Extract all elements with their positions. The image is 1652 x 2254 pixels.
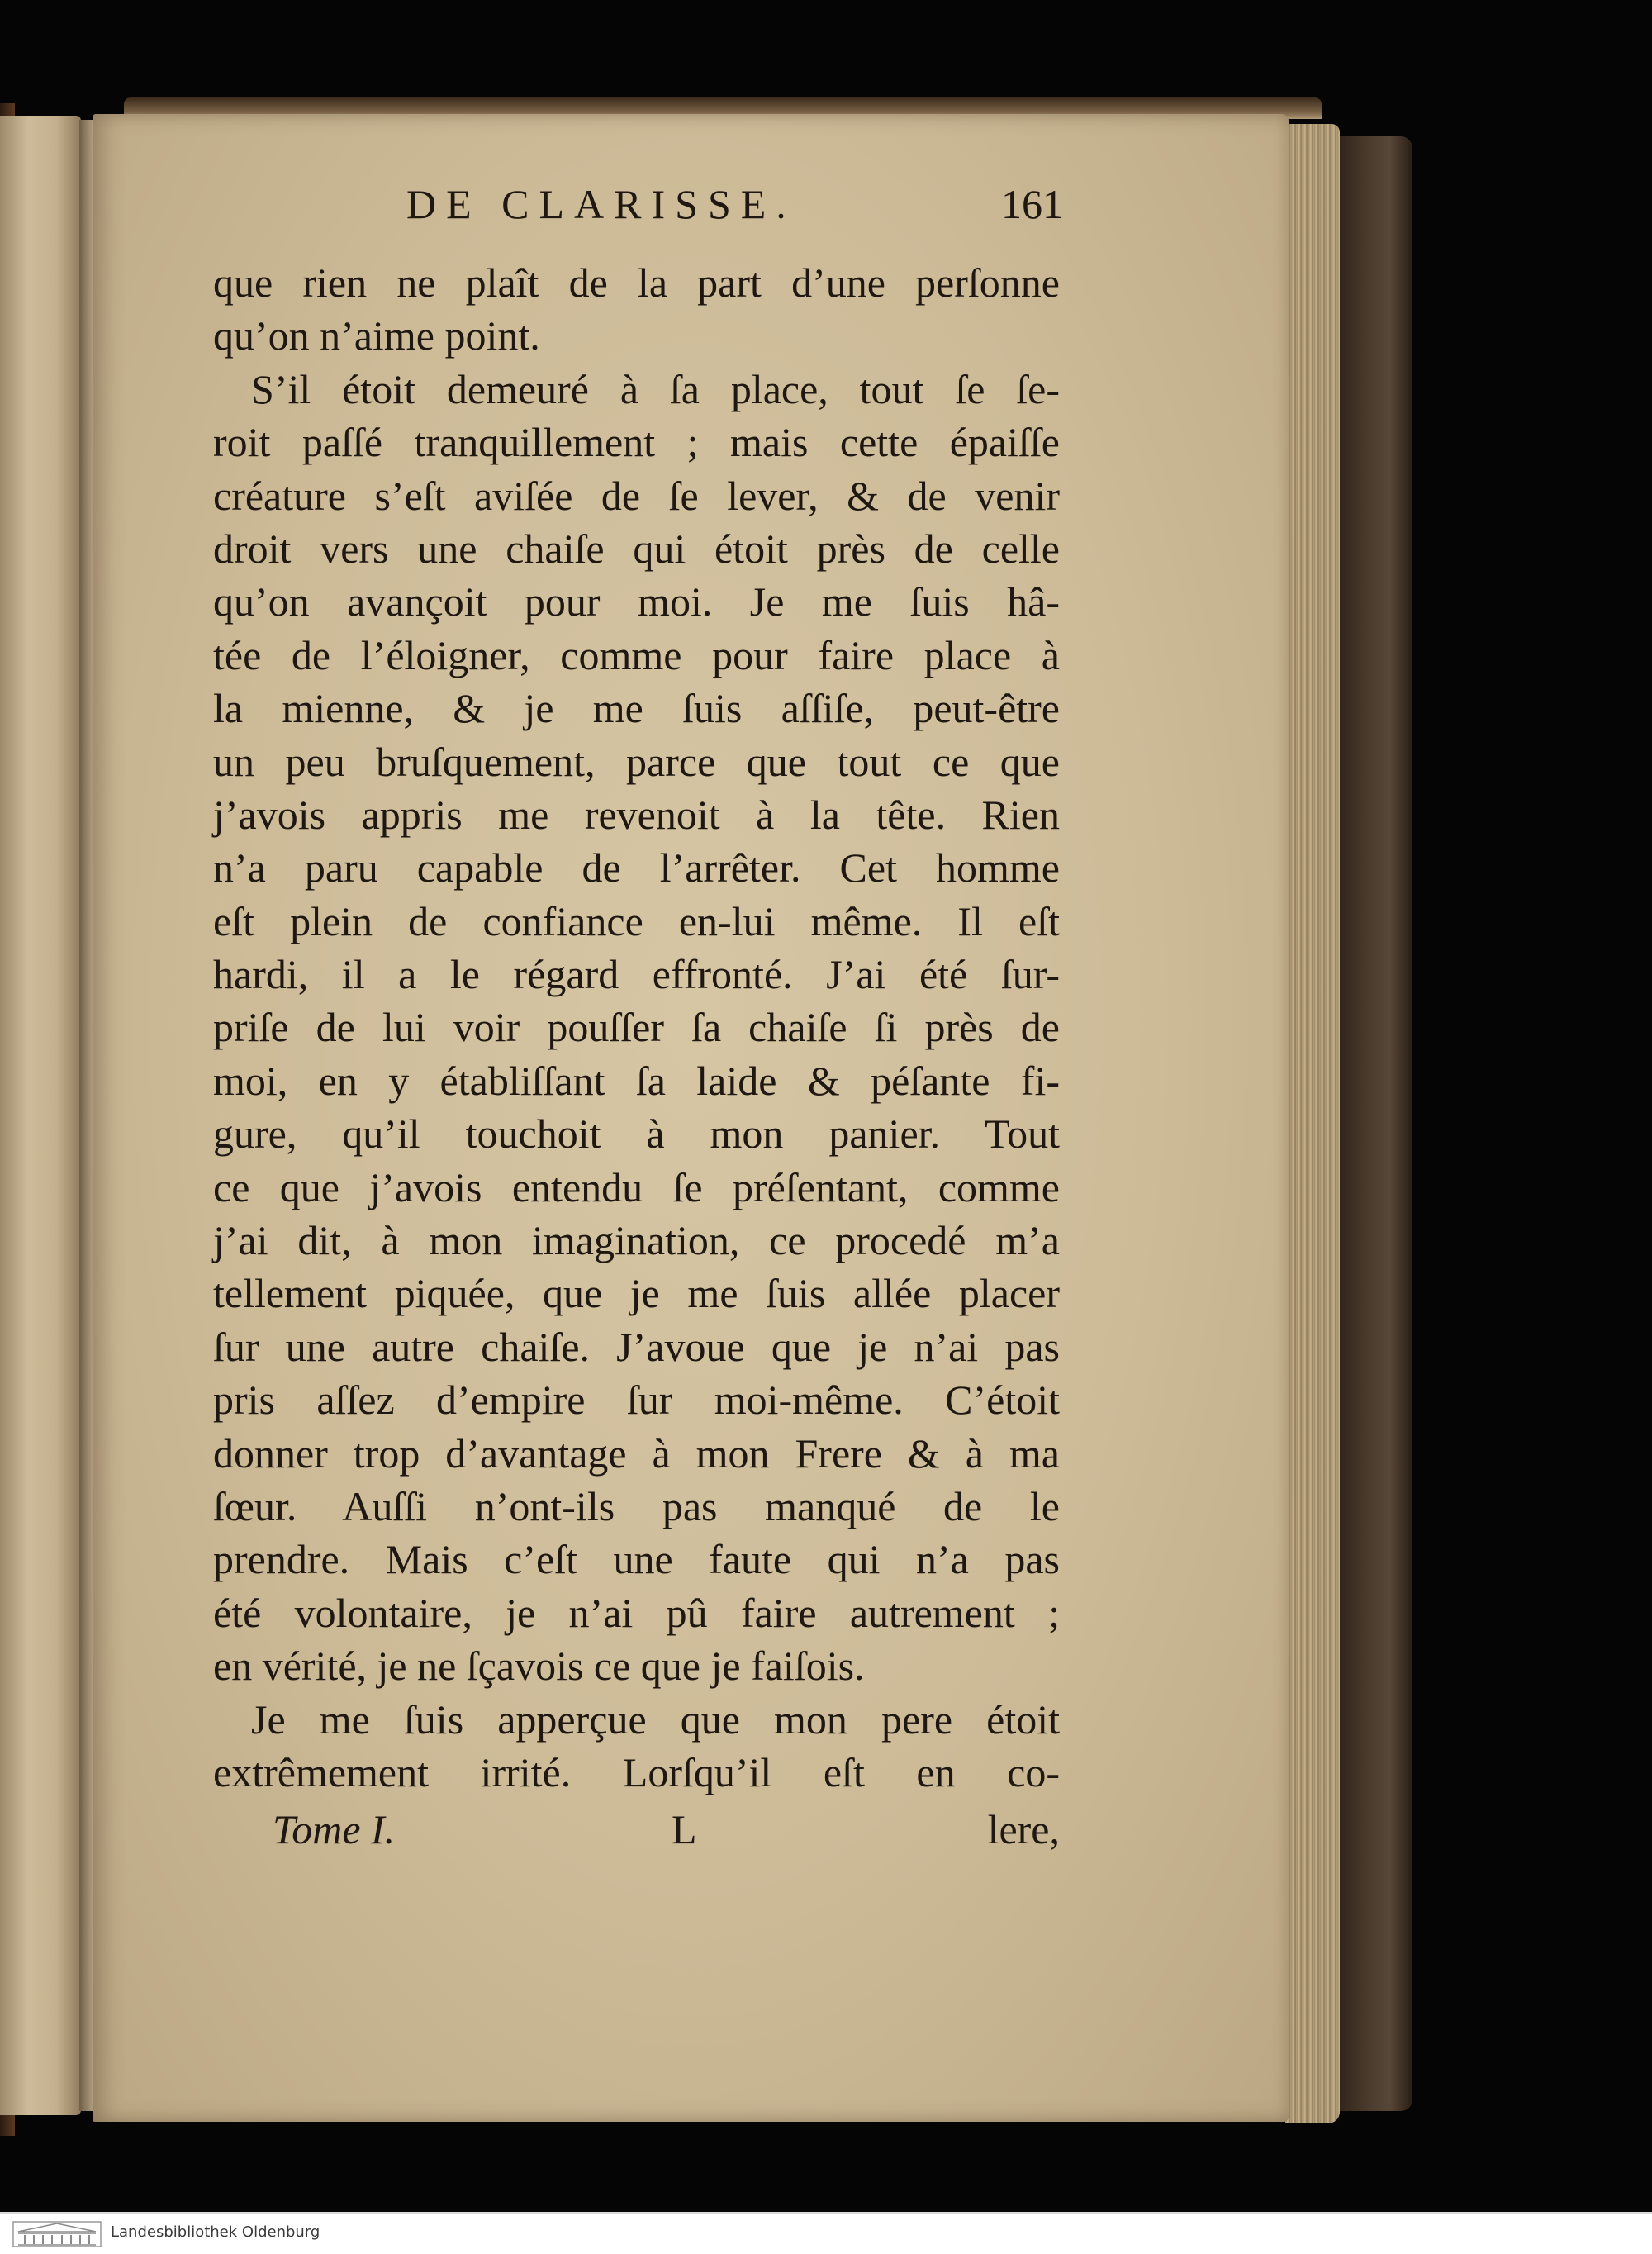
- text-line: j’ai dit, à mon imagination, ce procedé m’a: [213, 1217, 1060, 1264]
- previous-page-edge: [0, 116, 81, 2115]
- text-line: Je me ſuis apperçue que mon pere étoit: [251, 1695, 1060, 1743]
- volume-signature: Tome I.: [273, 1806, 396, 1852]
- library-building-icon: [12, 2218, 102, 2250]
- text-line: ſœur. Auſſi n’ont-ils pas manqué de le: [213, 1482, 1060, 1529]
- text-line: tée de l’éloigner, comme pour faire place à: [213, 631, 1060, 678]
- text-line: j’avois appris me revenoit à la tête. Rien: [213, 791, 1060, 838]
- text-line: créature s’eſt aviſée de ſe lever, & de venir: [213, 472, 1060, 519]
- text-line: droit vers une chaiſe qui étoit près de celle: [213, 525, 1060, 572]
- text-line: été volontaire, je n’ai pû faire autrement ;: [213, 1589, 1060, 1636]
- text-line: que rien ne plaît de la part d’une perſonne: [213, 259, 1060, 306]
- text-line: la mienne, & je me ſuis aſſiſe, peut-être: [213, 685, 1060, 732]
- text-line: un peu bruſquement, parce que tout ce que: [213, 738, 1060, 785]
- text-line: n’a paru capable de l’arrêter. Cet homme: [213, 844, 1060, 892]
- fore-edge-page-stack: [1285, 124, 1340, 2123]
- text-line: tellement piquée, que je me ſuis allée placer: [213, 1270, 1060, 1317]
- text-line: donner trop d’avantage à mon Frere & à ma: [213, 1429, 1060, 1477]
- catchword: lere,: [987, 1806, 1060, 1852]
- text-line: priſe de lui voir pouſſer ſa chaiſe ſi près de: [213, 1004, 1060, 1051]
- library-footer-bar: [0, 2212, 1652, 2254]
- page-number: 161: [1001, 181, 1063, 227]
- text-line: pris aſſez d’empire ſur moi-même. C’étoit: [213, 1377, 1060, 1424]
- text-line: hardi, il a le régard effronté. J’ai été ſur-: [213, 951, 1060, 998]
- library-name: Landesbibliothek Oldenburg: [111, 2223, 320, 2241]
- gathering-mark: L: [672, 1806, 697, 1852]
- page-footer: [213, 1805, 1060, 1863]
- text-line: prendre. Mais c’eſt une faute qui n’a pas: [213, 1536, 1060, 1583]
- text-line: S’il étoit demeuré à ſa place, tout ſe ſe-: [251, 365, 1060, 412]
- text-line: gure, qu’il touchoit à mon panier. Tout: [213, 1110, 1060, 1158]
- text-line: qu’on avançoit pour moi. Je me ſuis hâ-: [213, 578, 1060, 625]
- text-line: moi, en y établiſſant ſa laide & péſante fi-: [213, 1057, 1060, 1104]
- text-line: eſt plein de confiance en-lui même. Il eſt: [213, 897, 1060, 944]
- right-cover-board: [1336, 136, 1412, 2111]
- text-line: extrêmement irrité. Lorſqu’il eſt en co-: [213, 1748, 1060, 1795]
- text-line: qu’on n’aime point.: [213, 312, 540, 359]
- text-line: roit paſſé tranquillement ; mais cette épaiſſe: [213, 419, 1060, 466]
- page-body-text: [213, 256, 1060, 1799]
- text-line: ce que j’avois entendu ſe préſentant, comme: [213, 1163, 1060, 1210]
- text-line: ſur une autre chaiſe. J’avoue que je n’ai pas: [213, 1323, 1060, 1370]
- text-line: en vérité, je ne ſçavois ce que je faiſois.: [213, 1643, 865, 1690]
- running-head: DE CLARISSE.: [406, 181, 796, 227]
